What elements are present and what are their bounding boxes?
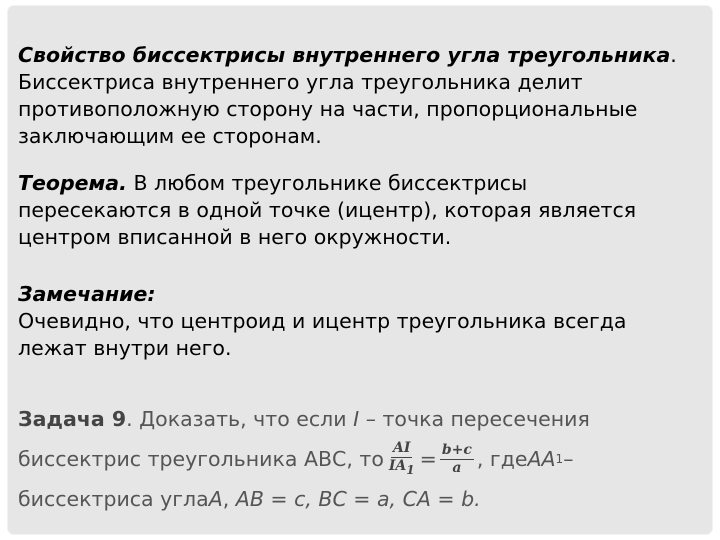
task-text: , xyxy=(222,487,230,511)
task-paragraph xyxy=(18,399,708,519)
task-point: I xyxy=(353,407,360,431)
theorem-label: Теорема. xyxy=(18,171,127,195)
task-text: – xyxy=(563,447,574,471)
task-text: биссектриса угла xyxy=(18,487,209,511)
fraction-ai-ia1 xyxy=(387,440,417,479)
equals-sign: = xyxy=(419,447,437,471)
theorem-line-2: пересекаются в одной точке (ицентр), которая является xyxy=(18,198,637,222)
subscript: 1 xyxy=(406,462,415,477)
side-equalities: AB = c, BC = a, CA = b. xyxy=(235,487,481,511)
fraction-numerator: AI xyxy=(393,439,411,456)
fraction-denominator-text: IA xyxy=(388,457,407,474)
remark-label: Замечание: xyxy=(18,282,156,306)
task-line-2 xyxy=(18,439,708,479)
task-line-3 xyxy=(18,479,708,519)
task-text: биссектрис треугольника АВС, то xyxy=(18,447,384,471)
subscript: 1 xyxy=(555,452,564,466)
task-label: Задача 9 xyxy=(18,407,127,431)
remark-line-2: лежат внутри него. xyxy=(18,336,232,360)
remark-line-1: Очевидно, что центроид и ицентр треугольника всегда xyxy=(18,309,627,333)
task-text: . Доказать, что если xyxy=(126,407,347,431)
task-text: – точка пересечения xyxy=(365,407,590,431)
property-line-2: противоположную сторону на части, пропорциональные xyxy=(18,97,638,121)
fraction-denominator: a xyxy=(452,459,462,476)
property-title-dot: . xyxy=(670,43,677,67)
theorem-line-3: центром вписанной в него окружности. xyxy=(18,225,452,249)
property-line-3: заключающим ее сторонам. xyxy=(18,124,322,148)
task-line-1 xyxy=(18,399,708,439)
fraction-bc-a xyxy=(440,442,474,477)
property-paragraph xyxy=(18,42,677,150)
theorem-paragraph xyxy=(18,170,636,251)
angle-a: A xyxy=(208,487,223,511)
segment-aa1: AA xyxy=(527,447,556,471)
slide xyxy=(8,6,712,534)
remark-paragraph xyxy=(18,281,626,362)
fraction-denominator xyxy=(387,458,417,479)
fraction-numerator: b+c xyxy=(441,441,472,458)
property-title: Свойство биссектрисы внутреннего угла треугольника xyxy=(18,43,671,67)
property-line-1: Биссектриса внутреннего угла треугольника делит xyxy=(18,70,583,94)
task-text: , где xyxy=(476,447,528,471)
theorem-first-line: В любом треугольнике биссектрисы xyxy=(126,171,528,195)
